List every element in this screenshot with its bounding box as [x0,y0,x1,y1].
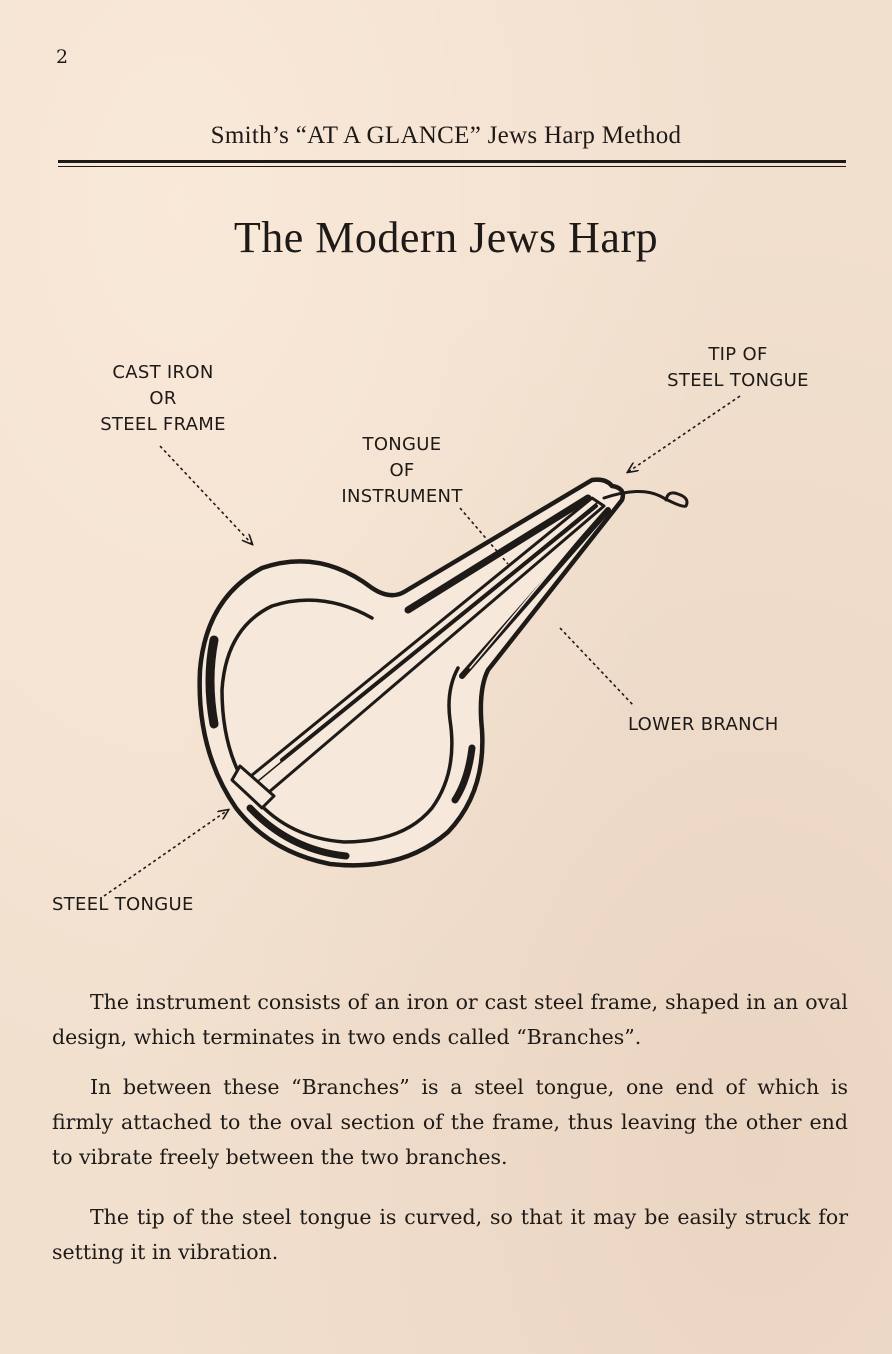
label-lower-branch: LOWER BRANCH [628,714,779,735]
label-tip-line-2: STEEL TONGUE [667,370,809,391]
paragraph-2 [52,1070,848,1175]
paragraph-3-text: The tip of the steel tongue is curved, so that it may be easily struck for setting it in vibration. [52,1205,848,1264]
label-tip-line-1: TIP OF [708,344,768,365]
label-tongue-line-2: OF [389,460,415,481]
label-tongue-line-3: INSTRUMENT [341,486,463,507]
label-frame-line-2: OR [149,388,177,409]
paragraph-1 [52,985,848,1055]
leader-lower-branch [560,628,634,706]
leader-steel-tongue [104,810,228,896]
paragraph-1-text: The instrument consists of an iron or cast steel frame, shaped in an oval design, which terminates in two ends called “Branches”. [52,990,848,1049]
running-header: Smith’s “AT A GLANCE” Jews Harp Method [210,122,682,149]
label-tongue-of-instrument [322,432,482,510]
leader-frame [160,446,252,544]
page-number: 2 [56,46,69,68]
label-frame-line-3: STEEL FRAME [100,414,226,435]
paragraph-3 [52,1200,848,1270]
label-tip-of-steel-tongue [640,342,836,394]
paragraph-2-text: In between these “Branches” is a steel tongue, one end of which is firmly attached to the oval section of the frame, thus leaving the other end to vibrate freely between the two branches. [52,1075,848,1169]
label-tongue-line-1: TONGUE [362,434,442,455]
label-frame-line-1: CAST IRON [112,362,214,383]
label-cast-iron-frame [78,360,248,438]
label-steel-tongue: STEEL TONGUE [52,894,194,915]
page-title: The Modern Jews Harp [233,213,659,262]
leader-tip [628,396,740,472]
